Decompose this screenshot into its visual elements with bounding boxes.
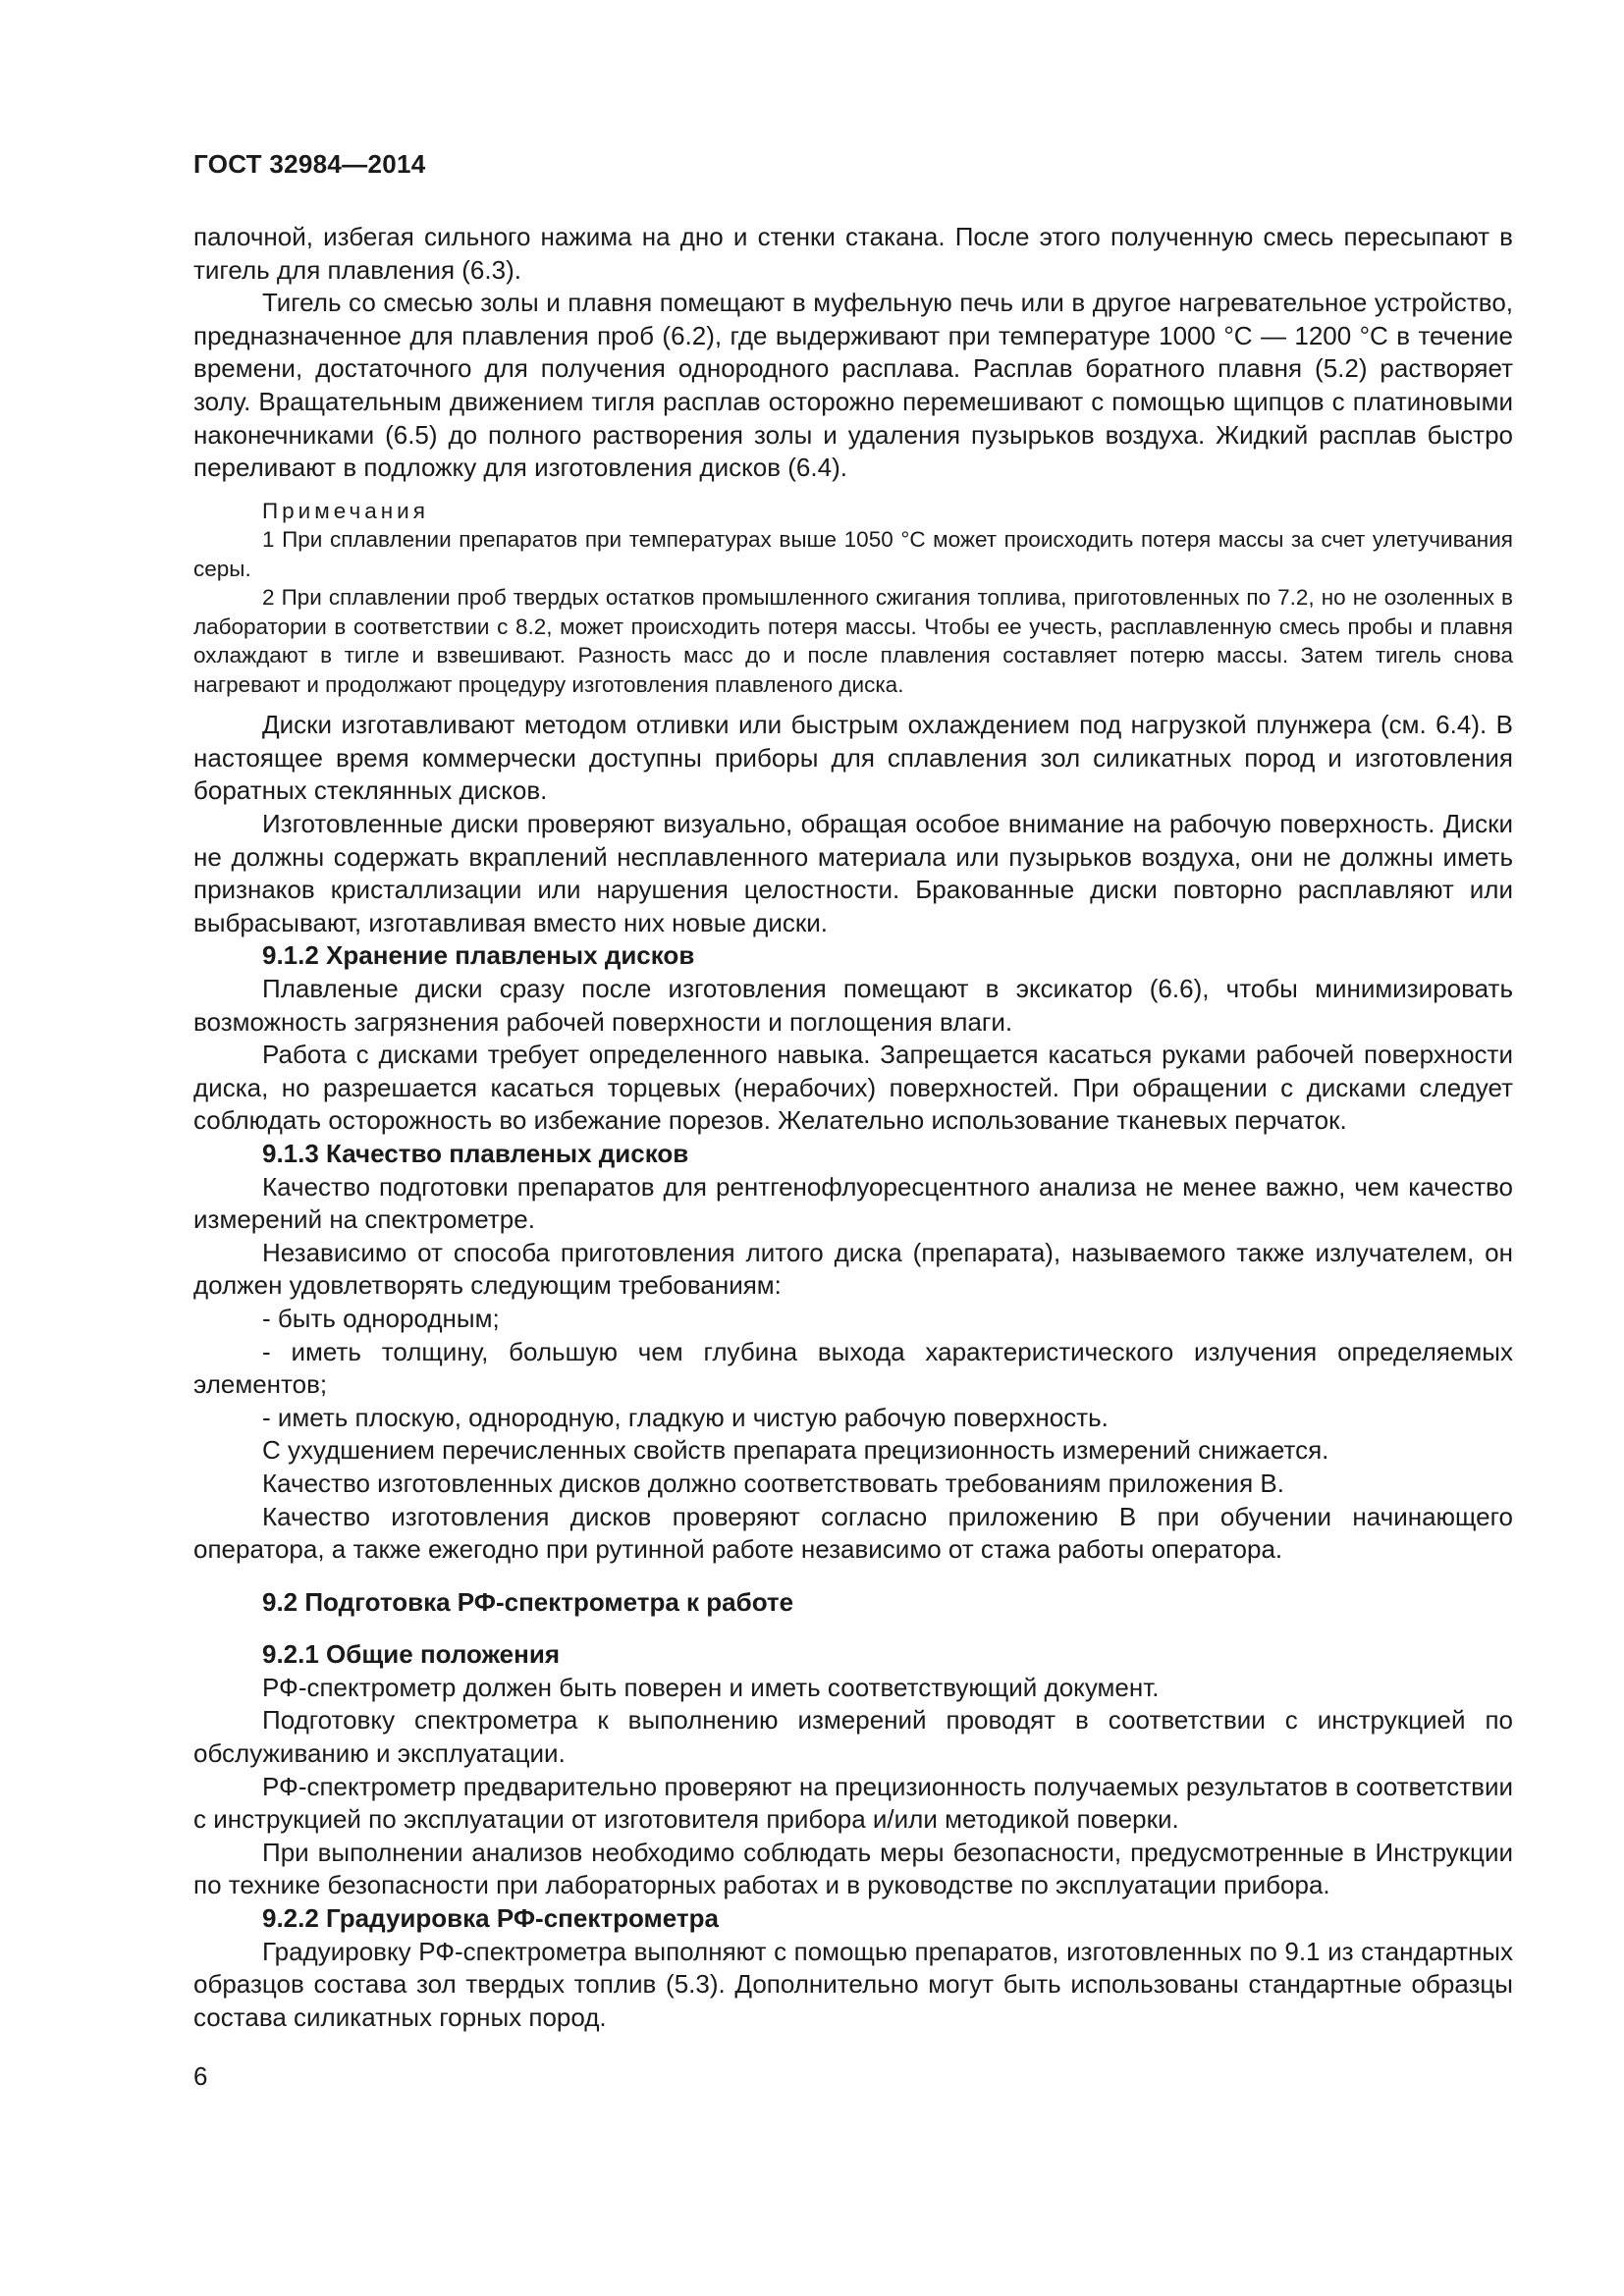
document-body: [193, 221, 1513, 2034]
list-item: - иметь толщину, большую чем глубина выхода характеристического излучения определяемых элементов;: [193, 1336, 1513, 1400]
section-heading-9-1-3: 9.1.3 Качество плавленых дисков: [262, 1138, 689, 1168]
paragraph: Качество подготовки препаратов для рентгенофлуоресцентного анализа не менее важно, чем качество измерений на спектрометре.: [193, 1171, 1513, 1235]
paragraph: Изготовленные диски проверяют визуально, обращая особое внимание на рабочую поверхность. Диски не должны содержать вкраплений несплавленного материала или пузырьков воздуха, они не должны иметь признаков кристаллизации или нарушения целостности. Бракованные диски повторно расплавляют или выбрасывают, изготавливая вместо них новые диски.: [193, 809, 1513, 937]
paragraph: Работа с дисками требует определенного навыка. Запрещается касаться руками рабочей поверхности диска, но разрешается касаться торцевых (нерабочих) поверхностей. При обращении с дисками следует соблюдать осторожность во избежание порезов. Желательно использование тканевых перчаток.: [193, 1040, 1513, 1136]
paragraph: палочной, избегая сильного нажима на дно и стенки стакана. После этого полученную смесь пересыпают в тигель для плавления (6.3).: [193, 222, 1513, 285]
note-item: 1 При сплавлении препаратов при температурах выше 1050 °C может происходить потеря массы за счет улетучивания серы.: [193, 527, 1513, 581]
paragraph: При выполнении анализов необходимо соблюдать меры безопасности, предусмотренные в Инструкции по технике безопасности при лабораторных работах и в руководстве по эксплуатации прибора.: [193, 1837, 1513, 1900]
paragraph: Качество изготовления дисков проверяют согласно приложению В при обучении начинающего оператора, а также ежегодно при рутинной работе независимо от стажа работы оператора.: [193, 1501, 1513, 1565]
paragraph: Подготовку спектрометра к выполнению измерений проводят в соответствии с инструкцией по обслуживанию и эксплуатации.: [193, 1705, 1513, 1769]
paragraph: Тигель со смесью золы и плавня помещают в муфельную печь или в другое нагревательное устройство, предназначенное для плавления проб (6.2), где выдерживают при температуре 1000 °C — 1200 °C в течение времени, достаточного для получения однородного расплава. Расплав боратного плавня (5.2) растворяет золу. Вращательным движением тигля расплав осторожно перемешивают с помощью щипцов с платиновыми наконечниками (6.5) до полного растворения золы и удаления пузырьков воздуха. Жидкий расплав быстро переливают в подложку для изготовления дисков (6.4).: [193, 288, 1514, 483]
notes-block: [193, 497, 1513, 700]
paragraph: Диски изготавливают методом отливки или быстрым охлаждением под нагрузкой плунжера (см. 6.4). В настоящее время коммерчески доступны приборы для сплавления зол силикатных пород и изготовления боратных стеклянных дисков.: [193, 710, 1513, 806]
section-heading-9-2-2: 9.2.2 Градуировка РФ-спектрометра: [262, 1903, 719, 1934]
section-heading-9-1-2: 9.1.2 Хранение плавленых дисков: [262, 940, 695, 971]
paragraph: Плавленые диски сразу после изготовления помещают в эксикатор (6.6), чтобы минимизировать возможность загрязнения рабочей поверхности и поглощения влаги.: [193, 974, 1513, 1037]
paragraph: С ухудшением перечисленных свойств препарата прецизионность измерений снижается.: [262, 1435, 1329, 1466]
document-header: ГОСТ 32984—2014: [193, 149, 426, 179]
section-heading-9-2: 9.2 Подготовка РФ-спектрометра к работе: [262, 1586, 794, 1617]
paragraph: Градуировку РФ-спектрометра выполняют с помощью препаратов, изготовленных по 9.1 из стандартных образцов состава зол твердых топлив (5.3). Дополнительно могут быть использованы стандартные образцы состава силикатных горных пород.: [193, 1936, 1513, 2032]
page-number: 6: [193, 2061, 208, 2091]
paragraph: Качество изготовленных дисков должно соответствовать требованиям приложения В.: [262, 1468, 1284, 1498]
paragraph: РФ-спектрометр должен быть поверен и иметь соответствующий документ.: [262, 1672, 1160, 1702]
list-item: - иметь плоскую, однородную, гладкую и чистую рабочую поверхность.: [262, 1402, 1109, 1432]
note-item: 2 При сплавлении проб твердых остатков промышленного сжигания топлива, приготовленных по 7.2, но не озоленных в лаборатории в соответствии с 8.2, может происходить потеря массы. Чтобы ее учесть, расплавленную смесь пробы и плавня охлаждают в тигле и взвешивают. Разность масс до и после плавления составляет потерю массы. Затем тигель снова нагревают и продолжают процедуру изготовления плавленого диска.: [193, 585, 1513, 697]
paragraph: Независимо от способа приготовления литого диска (препарата), называемого также излучателем, он должен удовлетворять следующим требованиям:: [193, 1237, 1513, 1301]
paragraph: РФ-спектрометр предварительно проверяют на прецизионность получаемых результатов в соответствии с инструкцией по эксплуатации от изготовителя прибора и/или методикой поверки.: [193, 1771, 1513, 1835]
list-item: - быть однородным;: [262, 1303, 500, 1333]
notes-title: Примечания: [262, 498, 429, 523]
section-heading-9-2-1: 9.2.1 Общие положения: [262, 1639, 560, 1670]
